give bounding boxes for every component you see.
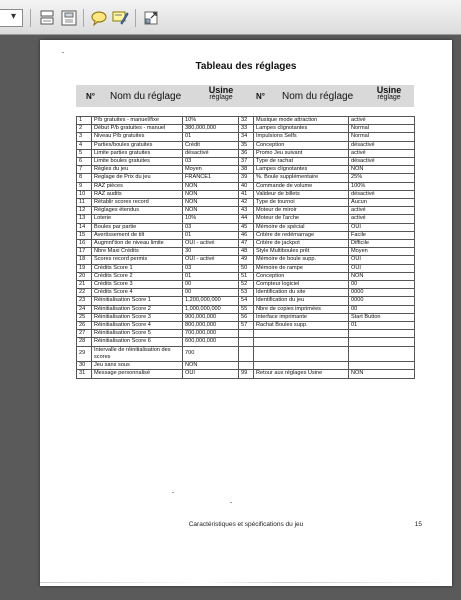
table-cell: Start Button bbox=[349, 313, 415, 321]
table-cell: 4 bbox=[77, 141, 92, 149]
table-cell: 32 bbox=[239, 117, 254, 125]
single-page-icon[interactable] bbox=[37, 8, 57, 28]
table-cell: Identification du jeu bbox=[254, 297, 349, 305]
table-cell: activé bbox=[349, 207, 415, 215]
page-number: 15 bbox=[414, 521, 422, 528]
table-cell: 6 bbox=[77, 158, 92, 166]
table-cell: 25 bbox=[77, 313, 92, 321]
table-cell: 10% bbox=[183, 117, 239, 125]
table-cell: 26 bbox=[77, 322, 92, 330]
table-row bbox=[77, 272, 415, 280]
table-cell: 43 bbox=[239, 207, 254, 215]
table-cell: 38 bbox=[239, 166, 254, 174]
toolbar-separator bbox=[30, 9, 31, 27]
table-cell: 99 bbox=[239, 370, 254, 378]
header-name-left: Nom du réglage bbox=[110, 91, 182, 102]
table-cell: activé bbox=[349, 117, 415, 125]
table-cell: Identification du site bbox=[254, 289, 349, 297]
table-cell: Normal bbox=[349, 125, 415, 133]
table-cell: 31 bbox=[77, 370, 92, 378]
toolbar bbox=[0, 0, 461, 35]
table-row bbox=[77, 264, 415, 272]
table-cell: 16 bbox=[77, 240, 92, 248]
document-page bbox=[40, 40, 452, 586]
table-cell: Limite parties gratuites bbox=[92, 149, 183, 157]
table-cell: Réinitialisation Score 2 bbox=[92, 305, 183, 313]
table-cell: Mémoire de spécial bbox=[254, 223, 349, 231]
table-row bbox=[77, 215, 415, 223]
table-cell: 3 bbox=[77, 133, 92, 141]
table-cell: 15 bbox=[77, 231, 92, 239]
table-cell: 21 bbox=[77, 281, 92, 289]
table-cell: Compteur logiciel bbox=[254, 281, 349, 289]
table-cell: Niveau P/b gratuites bbox=[92, 133, 183, 141]
table-cell: 28 bbox=[77, 338, 92, 346]
table-cell: 33 bbox=[239, 125, 254, 133]
table-cell: P/b gratuites - manuel/fixe bbox=[92, 117, 183, 125]
table-cell: Réinitialisation Score 6 bbox=[92, 338, 183, 346]
table-cell bbox=[254, 330, 349, 338]
table-cell: Facile bbox=[349, 231, 415, 239]
table-cell: Message personnalisé bbox=[92, 370, 183, 378]
table-cell: 01 bbox=[183, 272, 239, 280]
table-row bbox=[77, 346, 415, 361]
settings-table bbox=[76, 116, 415, 379]
table-row bbox=[77, 248, 415, 256]
table-row bbox=[77, 289, 415, 297]
table-cell: Rétablir scores record bbox=[92, 199, 183, 207]
table-cell: 55 bbox=[239, 305, 254, 313]
table-cell bbox=[254, 346, 349, 361]
table-cell: 56 bbox=[239, 313, 254, 321]
table-cell: Nbre de copies imprimées bbox=[254, 305, 349, 313]
table-cell: Moteur de miroir bbox=[254, 207, 349, 215]
table-cell: Réglages étendus bbox=[92, 207, 183, 215]
table-cell: 700 bbox=[183, 346, 239, 361]
table-cell: NON bbox=[183, 362, 239, 370]
table-cell: 00 bbox=[349, 305, 415, 313]
table-cell: désactivé bbox=[349, 141, 415, 149]
table-cell: Crédits Score 4 bbox=[92, 289, 183, 297]
table-cell: 50 bbox=[239, 264, 254, 272]
table-row bbox=[77, 166, 415, 174]
table-cell: 01 bbox=[349, 322, 415, 330]
table-cell: Augmnt'tion de niveau limite bbox=[92, 240, 183, 248]
table-cell: Réinitialisation Score 5 bbox=[92, 330, 183, 338]
table-cell: OUI bbox=[349, 264, 415, 272]
table-cell: activé bbox=[349, 149, 415, 157]
table-cell: 5 bbox=[77, 149, 92, 157]
table-cell: NON bbox=[183, 207, 239, 215]
table-cell: Crédits Score 1 bbox=[92, 264, 183, 272]
table-cell: Intervalle de réinitialisation des scores bbox=[92, 346, 183, 361]
header-name-right: Nom du réglage bbox=[282, 91, 354, 102]
table-cell: Type de rachat bbox=[254, 158, 349, 166]
table-cell: 01 bbox=[183, 133, 239, 141]
table-cell: Lampes clignotantes bbox=[254, 125, 349, 133]
table-cell: 380,000,000 bbox=[183, 125, 239, 133]
header-usine-right: Usine réglage bbox=[376, 85, 402, 101]
table-cell: 9 bbox=[77, 182, 92, 190]
table-cell: FRANCE1 bbox=[183, 174, 239, 182]
table-row bbox=[77, 338, 415, 346]
table-cell: 00 bbox=[183, 281, 239, 289]
table-cell: Aucun bbox=[349, 199, 415, 207]
table-cell: Interface imprimante bbox=[254, 313, 349, 321]
table-cell: Difficile bbox=[349, 240, 415, 248]
table-cell: Valideur de billets bbox=[254, 190, 349, 198]
table-cell: 2 bbox=[77, 125, 92, 133]
table-cell: 24 bbox=[77, 305, 92, 313]
table-cell bbox=[349, 362, 415, 370]
table-row bbox=[77, 133, 415, 141]
table-row bbox=[77, 313, 415, 321]
table-cell: 0000 bbox=[349, 297, 415, 305]
two-page-icon[interactable] bbox=[59, 8, 79, 28]
table-cell: 39 bbox=[239, 174, 254, 182]
table-cell bbox=[239, 362, 254, 370]
table-row bbox=[77, 256, 415, 264]
table-cell: 52 bbox=[239, 281, 254, 289]
table-row bbox=[77, 322, 415, 330]
table-cell bbox=[349, 338, 415, 346]
header-num-left: N° bbox=[86, 92, 95, 101]
table-row bbox=[77, 174, 415, 182]
table-cell: 01 bbox=[183, 231, 239, 239]
table-row bbox=[77, 158, 415, 166]
table-cell: 00 bbox=[183, 289, 239, 297]
table-cell: OUI bbox=[183, 370, 239, 378]
table-cell: Musique mode attraction bbox=[254, 117, 349, 125]
table-cell: Limite boules gratuites bbox=[92, 158, 183, 166]
table-cell: Conception bbox=[254, 141, 349, 149]
table-cell: 12 bbox=[77, 207, 92, 215]
table-cell: Mémoire de rampe bbox=[254, 264, 349, 272]
header-num-right: N° bbox=[256, 92, 265, 101]
table-cell: Lampes clignotantes bbox=[254, 166, 349, 174]
table-cell: 29 bbox=[77, 346, 92, 361]
table-cell: Avertissement de tilt bbox=[92, 231, 183, 239]
zoom-dropdown[interactable] bbox=[0, 9, 23, 27]
table-cell: Conception bbox=[254, 272, 349, 280]
table-row bbox=[77, 240, 415, 248]
table-cell: 10 bbox=[77, 190, 92, 198]
table-cell: Nbre Maxi Crédits bbox=[92, 248, 183, 256]
table-row bbox=[77, 199, 415, 207]
table-cell: 1 bbox=[77, 117, 92, 125]
table-cell bbox=[239, 346, 254, 361]
table-cell: 40 bbox=[239, 182, 254, 190]
table-cell: 36 bbox=[239, 149, 254, 157]
table-cell: 800,000,000 bbox=[183, 322, 239, 330]
table-cell: NON bbox=[183, 182, 239, 190]
comment-icon[interactable] bbox=[89, 8, 109, 28]
table-cell: Impulsions Selfs bbox=[254, 133, 349, 141]
table-cell: 03 bbox=[183, 158, 239, 166]
table-cell: 30 bbox=[77, 362, 92, 370]
table-row bbox=[77, 207, 415, 215]
table-cell: Crédits Score 2 bbox=[92, 272, 183, 280]
table-cell: 34 bbox=[239, 133, 254, 141]
table-row bbox=[77, 149, 415, 157]
table-cell: NON bbox=[349, 166, 415, 174]
table-row bbox=[77, 117, 415, 125]
table-cell: Scores record permis bbox=[92, 256, 183, 264]
table-cell: Règles du jeu bbox=[92, 166, 183, 174]
header-usine-left: Usine réglage bbox=[208, 85, 234, 101]
table-cell: 20 bbox=[77, 272, 92, 280]
table-cell: NON bbox=[183, 199, 239, 207]
table-cell: 11 bbox=[77, 199, 92, 207]
table-cell bbox=[239, 330, 254, 338]
table-cell bbox=[349, 330, 415, 338]
table-cell: OUI bbox=[349, 223, 415, 231]
table-cell: NON bbox=[349, 272, 415, 280]
table-row bbox=[77, 330, 415, 338]
table-cell: 53 bbox=[239, 289, 254, 297]
table-cell: NON bbox=[349, 370, 415, 378]
table-cell: 7 bbox=[77, 166, 92, 174]
table-cell: Critère de jackpot bbox=[254, 240, 349, 248]
table-cell: 22 bbox=[77, 289, 92, 297]
table-cell: RAZ audits bbox=[92, 190, 183, 198]
table-cell: 0000 bbox=[349, 289, 415, 297]
table-cell: 600,000,000 bbox=[183, 338, 239, 346]
table-cell: 48 bbox=[239, 248, 254, 256]
table-cell: Mémoire de boule supp. bbox=[254, 256, 349, 264]
table-cell: activé bbox=[349, 215, 415, 223]
table-cell: Rachat Boules supp. bbox=[254, 322, 349, 330]
highlight-icon[interactable] bbox=[110, 8, 130, 28]
chevron-down-icon[interactable]: ▾ bbox=[11, 11, 17, 22]
table-cell: Style Multiboules prêt bbox=[254, 248, 349, 256]
table-cell: 44 bbox=[239, 215, 254, 223]
table-cell: Moteur de l'arche bbox=[254, 215, 349, 223]
table-cell bbox=[254, 338, 349, 346]
table-cell: 19 bbox=[77, 264, 92, 272]
table-cell bbox=[349, 346, 415, 361]
table-cell: 51 bbox=[239, 272, 254, 280]
table-cell: Reglage de Prix du jeu bbox=[92, 174, 183, 182]
table-cell: Jeu sans sous bbox=[92, 362, 183, 370]
table-cell: Crédit bbox=[183, 141, 239, 149]
table-cell: 900,000,000 bbox=[183, 313, 239, 321]
table-cell: Normal bbox=[349, 133, 415, 141]
table-header bbox=[76, 85, 414, 107]
table-row bbox=[77, 305, 415, 313]
table-cell: 10% bbox=[183, 215, 239, 223]
table-cell: 1,000,000,000 bbox=[183, 305, 239, 313]
table-cell: 49 bbox=[239, 256, 254, 264]
table-cell: 54 bbox=[239, 297, 254, 305]
table-cell bbox=[239, 338, 254, 346]
table-cell: RAZ pièces bbox=[92, 182, 183, 190]
table-cell: Commande de volume bbox=[254, 182, 349, 190]
table-cell: Crédits Score 3 bbox=[92, 281, 183, 289]
fit-page-icon[interactable] bbox=[141, 8, 161, 28]
table-cell: 25% bbox=[349, 174, 415, 182]
table-cell: 100% bbox=[349, 182, 415, 190]
table-cell: 1,200,000,000 bbox=[183, 297, 239, 305]
table-cell: 13 bbox=[77, 215, 92, 223]
table-cell: Début P/b gratuites - manuel bbox=[92, 125, 183, 133]
table-cell: 35 bbox=[239, 141, 254, 149]
table-row bbox=[77, 182, 415, 190]
table-cell: désactivé bbox=[183, 149, 239, 157]
table-cell: 00 bbox=[349, 281, 415, 289]
table-cell: Réinitialisation Score 1 bbox=[92, 297, 183, 305]
table-cell: 03 bbox=[183, 223, 239, 231]
table-cell: 57 bbox=[239, 322, 254, 330]
table-cell: Loterie bbox=[92, 215, 183, 223]
table-row bbox=[77, 223, 415, 231]
table-cell bbox=[254, 362, 349, 370]
table-cell: 45 bbox=[239, 223, 254, 231]
table-cell: 03 bbox=[183, 264, 239, 272]
table-row bbox=[77, 281, 415, 289]
table-row bbox=[77, 125, 415, 133]
table-cell: Type de tournoi bbox=[254, 199, 349, 207]
table-cell: 41 bbox=[239, 190, 254, 198]
toolbar-separator bbox=[135, 9, 136, 27]
table-cell: 8 bbox=[77, 174, 92, 182]
table-row bbox=[77, 190, 415, 198]
table-cell: 37 bbox=[239, 158, 254, 166]
table-row bbox=[77, 141, 415, 149]
table-cell: Critère de redémarrage bbox=[254, 231, 349, 239]
toolbar-separator bbox=[83, 9, 84, 27]
table-cell: 46 bbox=[239, 231, 254, 239]
table-cell: désactivé bbox=[349, 158, 415, 166]
table-cell: OUI - activé bbox=[183, 240, 239, 248]
table-cell: 23 bbox=[77, 297, 92, 305]
table-cell: Parties/boules gratuites bbox=[92, 141, 183, 149]
table-cell: Réinitialisation Score 4 bbox=[92, 322, 183, 330]
table-cell: 27 bbox=[77, 330, 92, 338]
table-cell: désactivé bbox=[349, 190, 415, 198]
table-cell: OUI bbox=[349, 256, 415, 264]
table-cell: 42 bbox=[239, 199, 254, 207]
table-row bbox=[77, 370, 415, 378]
table-cell: Promo Jeu suivant bbox=[254, 149, 349, 157]
table-cell: 18 bbox=[77, 256, 92, 264]
page-title: Tableau des réglages bbox=[195, 61, 297, 72]
table-row bbox=[77, 297, 415, 305]
footer-text: Caractéristiques et spécifications du jeu bbox=[188, 521, 304, 528]
table-cell: 700,000,000 bbox=[183, 330, 239, 338]
table-cell: 17 bbox=[77, 248, 92, 256]
table-cell: OUI - activé bbox=[183, 256, 239, 264]
table-cell: Retour aux réglages Usine bbox=[254, 370, 349, 378]
table-cell: %. Boule supplémentaire bbox=[254, 174, 349, 182]
table-cell: Moyen bbox=[349, 248, 415, 256]
table-cell: NON bbox=[183, 190, 239, 198]
table-cell: Moyen bbox=[183, 166, 239, 174]
table-cell: 47 bbox=[239, 240, 254, 248]
table-cell: Boules par partie bbox=[92, 223, 183, 231]
table-cell: 14 bbox=[77, 223, 92, 231]
table-cell: Réinitialisation Score 3 bbox=[92, 313, 183, 321]
table-row bbox=[77, 231, 415, 239]
table-cell: 30 bbox=[183, 248, 239, 256]
table-row bbox=[77, 362, 415, 370]
